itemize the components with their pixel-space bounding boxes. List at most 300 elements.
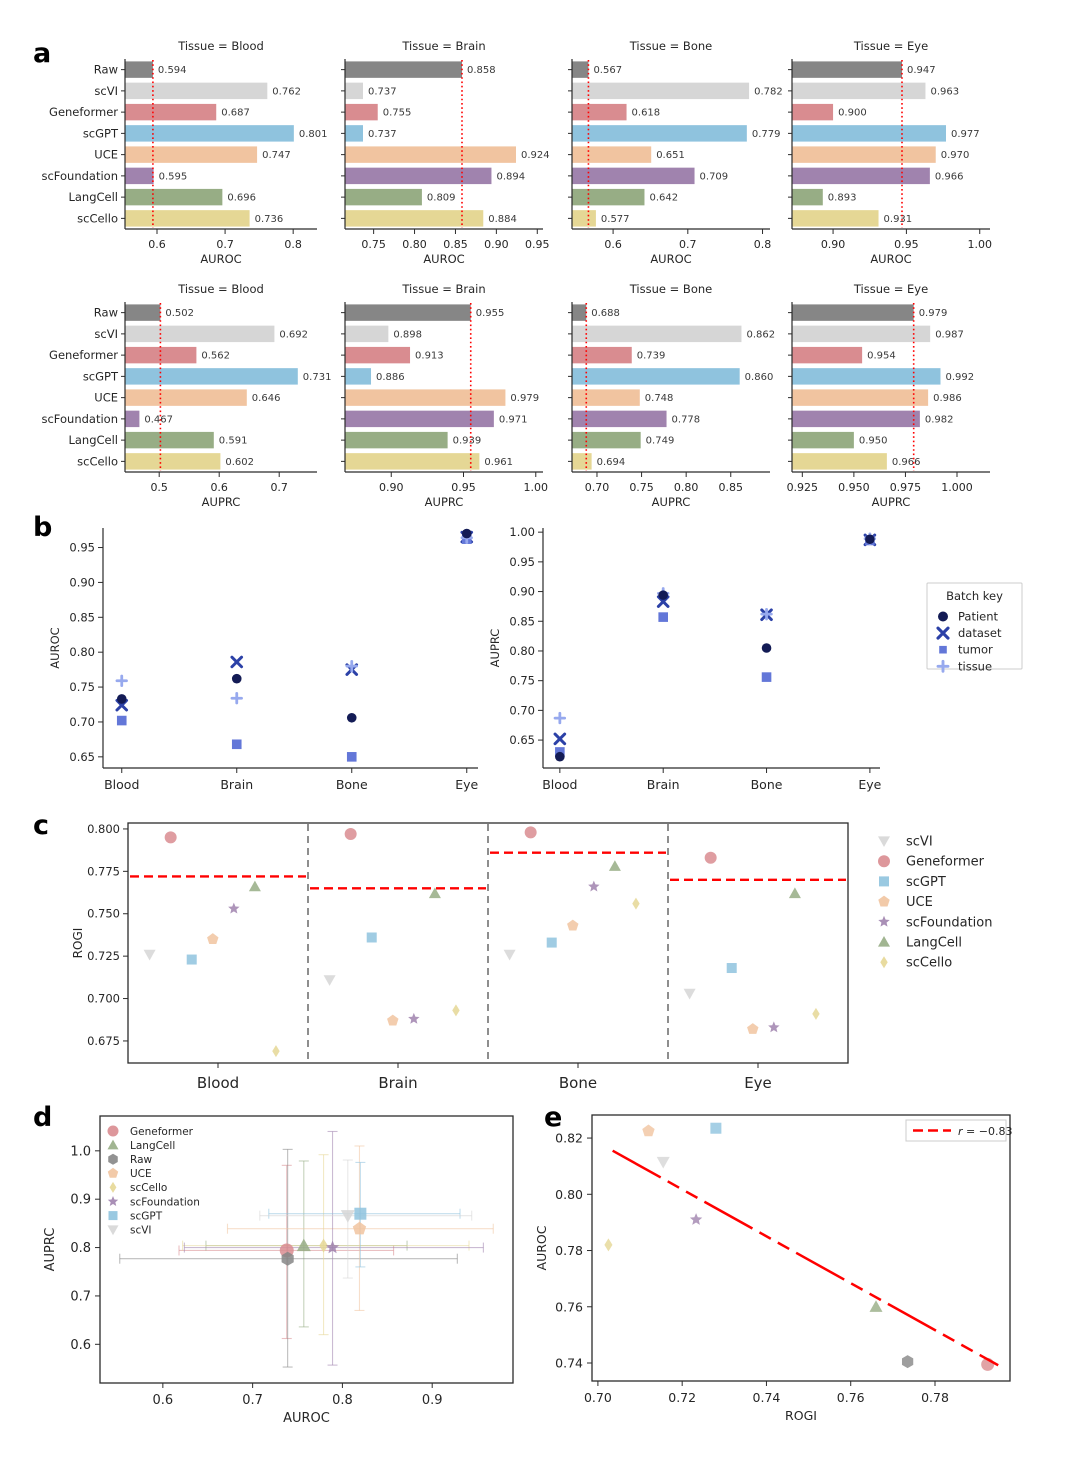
bar-scGPT <box>572 125 747 141</box>
y-tick-label: 0.95 <box>509 554 535 569</box>
x-tick-label: 0.7 <box>270 481 288 494</box>
y-axis-label: AUPRC <box>43 1227 58 1272</box>
legend-marker-LangCell <box>878 936 890 947</box>
legend-label: scFoundation <box>130 1196 200 1209</box>
point-scGPT <box>727 963 737 973</box>
y-tick-label: 0.80 <box>555 1186 583 1202</box>
bar-Raw <box>792 304 914 320</box>
point-scGPT <box>710 1123 721 1134</box>
value-label: 0.979 <box>918 308 948 320</box>
y-tick-label: 0.65 <box>509 733 535 748</box>
legend-marker-scFoundation <box>108 1196 118 1206</box>
x-tick-label: 0.75 <box>629 481 654 494</box>
category-label: Bone <box>558 1074 598 1092</box>
panel-label-c: c <box>33 810 50 841</box>
point-UCE <box>207 933 218 944</box>
bar-Raw <box>572 61 588 77</box>
value-label: 0.562 <box>201 350 231 362</box>
bar-scGPT <box>345 125 363 141</box>
category-label: Brain <box>646 777 680 792</box>
legend-marker-tumor <box>939 646 947 654</box>
point-scCello <box>452 1004 459 1016</box>
legend-label: scVI <box>906 834 933 850</box>
value-label: 0.779 <box>751 128 781 140</box>
value-label: 0.966 <box>934 171 964 183</box>
point-Patient <box>117 694 127 704</box>
bar-scVI <box>792 83 925 99</box>
value-label: 0.595 <box>158 171 188 183</box>
bar-scFoundation <box>792 168 930 184</box>
bar-scFoundation <box>345 168 491 184</box>
panel-label-b: b <box>33 512 53 543</box>
value-label: 0.950 <box>858 435 888 447</box>
point-LangCell <box>789 887 801 898</box>
point-scFoundation <box>690 1213 702 1225</box>
x-tick-label: 0.9 <box>421 1393 443 1408</box>
value-label: 0.736 <box>254 213 284 225</box>
value-label: 0.954 <box>867 350 896 362</box>
bar-LangCell <box>125 189 222 205</box>
x-tick-label: 0.5 <box>150 481 168 494</box>
value-label: 0.986 <box>933 393 962 405</box>
plot-frame <box>128 823 848 1063</box>
point-scVI <box>657 1157 670 1169</box>
legend-marker-LangCell <box>108 1140 119 1150</box>
y-tick-label: 0.76 <box>555 1299 583 1315</box>
y-tick-label: 0.74 <box>555 1355 583 1371</box>
legend-label: Geneformer <box>130 1125 193 1138</box>
x-axis-label: ROGI <box>785 1408 817 1423</box>
bar-UCE <box>572 146 651 162</box>
point-tissue <box>232 693 242 703</box>
value-label: 0.987 <box>935 329 964 341</box>
x-tick-label: 0.6 <box>604 238 622 251</box>
point-Patient <box>232 674 242 684</box>
x-tick-label: 0.6 <box>152 1393 174 1408</box>
bar-scVI <box>572 326 741 342</box>
y-tick-label: 0.775 <box>87 864 120 879</box>
panel-a-auroc-subplot-0 <box>41 39 327 266</box>
x-axis-label: AUPRC <box>871 495 911 509</box>
bar-UCE <box>125 146 257 162</box>
x-tick-label: 0.85 <box>718 481 744 494</box>
bar-LangCell <box>792 189 823 205</box>
category-label: Eye <box>858 777 882 792</box>
value-label: 0.939 <box>452 435 482 447</box>
point-scFoundation <box>768 1021 779 1032</box>
value-label: 0.694 <box>596 456 626 468</box>
x-tick-label: 0.6 <box>148 238 166 251</box>
legend-marker-scGPT <box>879 876 889 886</box>
bar-scFoundation <box>572 168 695 184</box>
bar-scCello <box>792 210 879 226</box>
value-label: 0.966 <box>891 456 921 468</box>
y-tick-label: 0.800 <box>87 821 120 836</box>
model-label: scGPT <box>82 126 118 141</box>
x-axis-label: AUROC <box>200 252 242 266</box>
y-tick-label: 0.8 <box>70 1241 91 1257</box>
x-tick-label: 0.74 <box>752 1390 781 1405</box>
x-tick-label: 0.80 <box>402 238 427 251</box>
y-tick-label: 0.78 <box>555 1243 583 1259</box>
category-label: Eye <box>744 1074 772 1092</box>
x-tick-label: 1.00 <box>523 481 549 494</box>
x-tick-label: 0.72 <box>668 1390 697 1405</box>
x-tick-label: 1.000 <box>941 481 973 494</box>
bar-scCello <box>792 453 887 469</box>
point-scVI <box>504 950 516 961</box>
legend-marker-Geneformer <box>108 1126 119 1137</box>
value-label: 0.737 <box>368 86 397 98</box>
x-tick-label: 0.70 <box>584 481 610 494</box>
legend-marker-scVI <box>108 1225 119 1235</box>
legend-label: scVI <box>130 1224 152 1237</box>
y-tick-label: 0.80 <box>69 645 95 660</box>
y-tick-label: 1.00 <box>509 525 535 540</box>
point-scCello <box>272 1045 279 1057</box>
bar-Geneformer <box>792 347 862 363</box>
bar-Raw <box>345 61 462 77</box>
bar-scCello <box>572 453 592 469</box>
panel-label-e: e <box>544 1102 563 1133</box>
x-axis-label: AUPRC <box>201 495 241 509</box>
point-Patient <box>555 752 565 762</box>
legend-label: LangCell <box>130 1139 176 1152</box>
legend-label: r = −0.83 <box>958 1125 1013 1138</box>
value-label: 0.749 <box>645 435 675 447</box>
x-tick-label: 0.78 <box>921 1390 949 1405</box>
legend-marker-Patient <box>938 612 948 622</box>
value-label: 0.900 <box>838 107 867 119</box>
value-label: 0.963 <box>930 86 960 98</box>
point-UCE <box>353 1222 366 1235</box>
legend-marker-UCE <box>108 1168 118 1178</box>
x-tick-label: 0.70 <box>583 1390 612 1405</box>
panel-a-auprc-subplot-1 <box>341 282 548 509</box>
value-label: 0.762 <box>272 86 301 98</box>
bar-scVI <box>125 83 267 99</box>
point-UCE <box>747 1023 758 1034</box>
legend-label: Raw <box>130 1154 153 1166</box>
point-tissue <box>117 676 127 686</box>
x-tick-label: 0.95 <box>525 238 550 251</box>
x-tick-label: 0.8 <box>332 1393 353 1408</box>
x-tick-label: 0.76 <box>836 1390 865 1405</box>
x-tick-label: 0.8 <box>284 238 302 251</box>
value-label: 0.687 <box>221 107 250 119</box>
y-tick-label: 0.7 <box>70 1289 91 1305</box>
value-label: 0.692 <box>279 329 309 341</box>
bar-Geneformer <box>345 104 378 120</box>
bar-UCE <box>345 389 505 405</box>
panel-a-auroc-subplot-2 <box>568 39 783 266</box>
bar-UCE <box>792 146 936 162</box>
panel-a-auroc-subplot-1 <box>341 39 550 266</box>
value-label: 0.696 <box>227 192 257 204</box>
value-label: 0.884 <box>488 213 517 225</box>
model-label: scVI <box>94 326 118 341</box>
x-tick-label: 0.6 <box>210 481 228 494</box>
point-scVI <box>144 950 156 961</box>
value-label: 0.992 <box>945 371 975 383</box>
value-label: 0.591 <box>218 435 248 447</box>
legend-title: Batch key <box>946 589 1003 603</box>
x-axis-label: AUPRC <box>651 495 691 509</box>
point-Raw <box>902 1355 913 1368</box>
y-tick-label: 0.75 <box>69 680 95 695</box>
model-label: scVI <box>94 83 118 98</box>
subplot-title: Tissue = Brain <box>402 282 486 296</box>
subplot-title: Tissue = Blood <box>178 282 264 296</box>
value-label: 0.955 <box>475 308 505 320</box>
bar-Geneformer <box>572 104 627 120</box>
point-scVI <box>324 975 336 986</box>
point-Patient <box>865 534 875 544</box>
subplot-title: Tissue = Bone <box>629 39 713 53</box>
bar-scCello <box>572 210 596 226</box>
panel-b-subplot-auprc <box>488 525 882 792</box>
bar-UCE <box>125 389 247 405</box>
point-scVI <box>341 1210 355 1222</box>
y-tick-label: 0.675 <box>87 1033 120 1048</box>
category-label: Blood <box>196 1074 240 1092</box>
point-tumor <box>762 672 772 682</box>
legend-label: tissue <box>958 659 993 674</box>
y-tick-label: 0.95 <box>69 540 95 555</box>
y-tick-label: 0.65 <box>69 749 95 764</box>
legend-marker-scVI <box>878 836 890 847</box>
category-label: Blood <box>104 777 140 792</box>
value-label: 0.737 <box>368 128 397 140</box>
x-tick-label: 0.8 <box>753 238 772 251</box>
legend-marker-UCE <box>878 896 889 907</box>
plot-frame <box>592 1115 1013 1381</box>
model-label: scCello <box>77 454 118 469</box>
value-label: 0.502 <box>165 308 195 320</box>
value-label: 0.931 <box>883 213 913 225</box>
regression-line <box>613 1151 999 1366</box>
value-label: 0.977 <box>951 128 980 140</box>
x-tick-label: 0.950 <box>838 481 870 494</box>
y-tick-label: 0.85 <box>509 614 535 629</box>
x-axis-label: AUPRC <box>424 495 464 509</box>
y-tick-label: 0.700 <box>87 991 120 1006</box>
point-scCello <box>604 1238 612 1251</box>
value-label: 0.809 <box>426 192 456 204</box>
bar-scVI <box>572 83 749 99</box>
bar-scFoundation <box>792 411 920 427</box>
bar-Raw <box>792 61 902 77</box>
point-UCE <box>387 1015 398 1026</box>
bar-scFoundation <box>125 411 139 427</box>
legend-label: LangCell <box>906 935 962 951</box>
bar-Geneformer <box>125 104 216 120</box>
x-axis-label: AUROC <box>423 252 465 266</box>
point-dataset <box>555 734 565 744</box>
value-label: 0.688 <box>591 308 620 320</box>
value-label: 0.747 <box>262 150 291 162</box>
y-tick-label: 0.70 <box>509 703 535 718</box>
point-scFoundation <box>408 1013 419 1024</box>
point-UCE <box>642 1125 654 1137</box>
value-label: 0.642 <box>649 192 679 204</box>
panel-b-subplot-auroc <box>48 528 479 792</box>
model-label: LangCell <box>68 190 118 205</box>
bar-LangCell <box>345 432 448 448</box>
subplot-title: Tissue = Eye <box>853 39 929 53</box>
legend-marker-scFoundation <box>878 916 889 927</box>
point-dataset <box>232 657 242 667</box>
bar-scGPT <box>792 368 941 384</box>
value-label: 0.947 <box>907 65 936 77</box>
x-tick-label: 0.80 <box>673 481 699 494</box>
legend-label: UCE <box>906 895 933 911</box>
y-tick-label: 0.6 <box>70 1337 91 1353</box>
value-label: 0.782 <box>754 86 783 98</box>
point-tumor <box>347 752 357 762</box>
x-tick-label: 0.90 <box>820 238 846 251</box>
model-label: LangCell <box>68 433 118 448</box>
model-label: Geneformer <box>49 348 118 363</box>
point-scCello <box>632 898 639 910</box>
bar-Raw <box>345 304 471 320</box>
y-tick-label: 0.85 <box>69 610 95 625</box>
point-Geneformer <box>705 852 717 864</box>
point-scVI <box>684 989 696 1000</box>
model-label: UCE <box>94 147 118 162</box>
value-label: 0.709 <box>699 171 729 183</box>
model-label: UCE <box>94 390 118 405</box>
value-label: 0.567 <box>593 65 623 77</box>
panel-c-legend <box>878 835 993 971</box>
legend-label: tumor <box>958 642 993 657</box>
bar-LangCell <box>572 189 644 205</box>
value-label: 0.594 <box>157 65 187 77</box>
bar-LangCell <box>572 432 641 448</box>
subplot-title: Tissue = Brain <box>402 39 486 53</box>
x-tick-label: 0.90 <box>484 238 509 251</box>
y-tick-label: 0.90 <box>509 584 535 599</box>
legend-label: Patient <box>958 609 999 624</box>
category-label: Brain <box>378 1074 418 1092</box>
bar-scVI <box>792 326 930 342</box>
model-label: scGPT <box>82 369 118 384</box>
bar-scCello <box>345 453 479 469</box>
value-label: 0.893 <box>827 192 857 204</box>
point-Geneformer <box>345 828 357 840</box>
panel-d-legend <box>108 1126 200 1237</box>
model-label: scFoundation <box>41 168 118 183</box>
bar-scCello <box>125 210 250 226</box>
value-label: 0.961 <box>484 456 514 468</box>
x-tick-label: 0.85 <box>443 238 468 251</box>
value-label: 0.651 <box>656 150 685 162</box>
bar-scVI <box>345 326 388 342</box>
panel-a-auprc-subplot-3 <box>787 282 990 509</box>
panel-e-legend <box>906 1120 1012 1141</box>
point-scFoundation <box>228 903 239 914</box>
panel-e-plot <box>534 1115 1013 1423</box>
legend-label: UCE <box>130 1168 152 1181</box>
y-tick-label: 0.70 <box>69 714 95 729</box>
point-LangCell <box>297 1239 311 1251</box>
y-tick-label: 0.750 <box>87 906 120 921</box>
bar-scVI <box>125 326 274 342</box>
model-label: Raw <box>93 305 118 320</box>
value-label: 0.970 <box>940 150 970 162</box>
legend-label: scCello <box>906 955 953 971</box>
value-label: 0.894 <box>496 171 526 183</box>
point-tissue <box>555 713 565 723</box>
y-tick-label: 0.90 <box>69 575 95 590</box>
model-label: scFoundation <box>41 411 118 426</box>
legend-label: Geneformer <box>906 854 984 870</box>
point-tumor <box>117 716 127 726</box>
legend-label: scCello <box>130 1182 168 1195</box>
point-Patient <box>347 713 357 723</box>
point-tumor <box>658 612 668 622</box>
panel-b-legend <box>927 583 1022 673</box>
value-label: 0.755 <box>382 107 412 119</box>
x-tick-label: 0.975 <box>889 481 922 494</box>
value-label: 0.618 <box>631 107 661 119</box>
value-label: 0.886 <box>376 371 405 383</box>
x-axis-label: AUROC <box>283 1411 330 1426</box>
bar-Geneformer <box>792 104 833 120</box>
subplot-title: Tissue = Blood <box>178 39 264 53</box>
value-label: 0.858 <box>467 65 496 77</box>
bar-Geneformer <box>572 347 632 363</box>
x-tick-label: 0.7 <box>242 1393 263 1408</box>
category-label: Bone <box>750 777 783 792</box>
legend-label: dataset <box>958 626 1002 641</box>
point-Patient <box>762 643 772 653</box>
panel-c-plot <box>71 822 848 1092</box>
value-label: 0.778 <box>671 414 701 426</box>
point-Patient <box>658 590 668 600</box>
value-label: 0.860 <box>744 371 774 383</box>
point-scGPT <box>547 938 557 948</box>
y-tick-label: 0.9 <box>70 1192 91 1208</box>
legend-label: scGPT <box>906 874 946 890</box>
value-label: 0.577 <box>600 213 630 225</box>
y-tick-label: 0.82 <box>555 1130 583 1146</box>
x-axis-label: AUROC <box>870 252 912 266</box>
legend-label: scGPT <box>130 1210 163 1223</box>
value-label: 0.748 <box>644 393 674 405</box>
legend-marker-Raw <box>108 1154 118 1165</box>
bar-UCE <box>572 389 640 405</box>
bar-LangCell <box>125 432 214 448</box>
value-label: 0.801 <box>298 128 328 140</box>
point-scGPT <box>187 955 197 965</box>
bar-scFoundation <box>125 168 154 184</box>
point-scFoundation <box>588 881 599 892</box>
y-axis-label: ROGI <box>71 927 85 959</box>
bar-UCE <box>792 389 928 405</box>
point-LangCell <box>609 860 621 871</box>
x-tick-label: 0.95 <box>451 481 476 494</box>
value-label: 0.739 <box>636 350 666 362</box>
point-tumor <box>232 739 242 749</box>
category-label: Blood <box>542 777 578 792</box>
bar-scGPT <box>125 125 294 141</box>
category-label: Eye <box>455 777 479 792</box>
bar-LangCell <box>345 189 422 205</box>
y-axis-label: AUPRC <box>488 628 502 668</box>
panel-a-auprc-subplot-0 <box>41 282 331 509</box>
x-tick-label: 0.925 <box>786 481 819 494</box>
